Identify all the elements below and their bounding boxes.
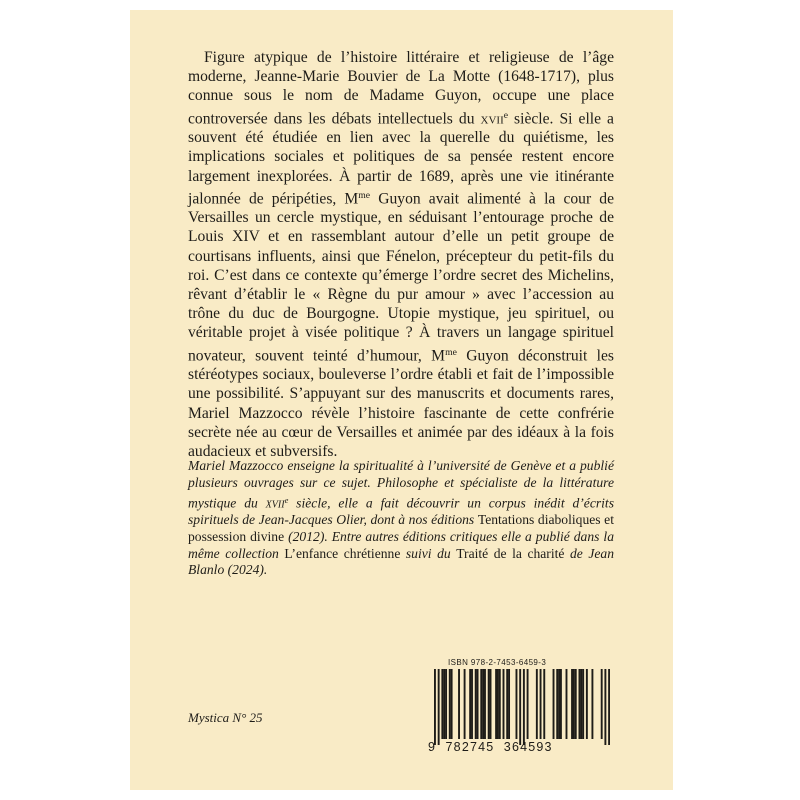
barcode-bar [499,669,501,739]
barcode-bar [582,669,584,739]
bio-text-2: siècle, elle a fait découvrir un corpus inédit d’écrits spirituels de Jean-Jacques Olier, dont à nos éditions [188,495,614,528]
barcode-bar [516,669,518,739]
barcode-bar [543,669,545,739]
barcode-bar [586,669,588,739]
barcode-bar [508,669,510,739]
barcode-bar [458,669,460,739]
ean-first-digit: 9 [428,740,437,754]
barcode-bar [471,669,473,739]
barcode-bar [445,669,447,739]
barcode-bar [495,669,497,739]
barcode-bar [449,669,451,739]
barcode-bar [451,669,453,739]
ean-digits [428,740,615,754]
barcode-bar [536,669,538,739]
summary-text-4: Guyon déconstruit les stéréotypes sociaux, bouleverse l’ordre établi et fait de l’impossible une possibilité. S’appuyant sur des manuscrits et documents rares, Mariel Mazzocco révèle l’histoire fascinante de cette confrérie secrète née au cœur de Versailles et animée par des idéaux à la fois audacieux et subversifs. [188,346,614,460]
author-bio [188,458,614,579]
century-numeral: xvii [480,109,504,127]
barcode-bar [608,669,610,745]
barcode-bar [566,669,568,739]
bio-text-4: suivi du [400,545,457,561]
barcode-bar [573,669,575,739]
barcode-bar [579,669,581,739]
barcode-bar [477,669,479,739]
mme-superscript: me [358,189,371,201]
barcode-bar [523,669,525,745]
barcode-bars [434,669,610,745]
barcode-bar [480,669,482,739]
summary-text-3: Guyon avait alimenté à la cour de Versailles un cercle mystique, en séduisant l’entourage proche de Louis XIV et en rassemblant autour d’elle un petit groupe de courtisans influents, ainsi que Fénelon, précepteur du petit-fils du roi. C’est dans ce contexte qu’émerge l’ordre secret des Michelins, rêvant d’établir le « Règne du pur amour » avec l’accession au trône du duc de Bourgogne. Utopie mystique, jeu spirituel, ou véritable projet à visée politique ? À travers un langage spirituel novateur, souvent teinté d’humour, M [188,190,614,364]
barcode-bar [469,669,471,739]
barcode-bar [475,669,477,739]
bio-text-5: de Jean Blanlo (2024). [188,545,614,578]
book-title: Traité de la charité [456,545,565,561]
barcode-bar [519,669,521,745]
barcode-bar [556,669,558,739]
summary-paragraph [188,48,614,461]
barcode-bar [604,669,606,745]
barcode-bar [527,669,529,739]
barcode-bar [503,669,505,739]
century-superscript: e [503,109,509,121]
bio-text-1: Mariel Mazzocco enseigne la spiritualité à l’université de Genève et a publié plusieurs ouvrages sur ce sujet. Philosophe et spécialiste de la littérature mystique du [188,458,614,511]
barcode-bar [464,669,466,739]
barcode-bar [497,669,499,739]
barcode-bar [591,669,593,739]
barcode-bar [484,669,486,739]
bio-century-numeral: xvii [265,495,285,511]
back-cover [130,10,673,790]
barcode-bar [571,669,573,739]
bio-text-3: (2012). Entre autres éditions critiques elle a publié dans la même collection [188,528,614,561]
book-title: Tentations diaboliques et possession divine [188,512,614,544]
bio-century-superscript: e [284,494,289,505]
barcode-bar [438,669,440,745]
barcode-bar [434,669,436,745]
barcode-bar [443,669,445,739]
series-label: Mystica N° 25 [188,710,263,725]
book-title: L’enfance chrétienne [284,545,401,561]
summary-text-2: siècle. Si elle a souvent été étudiée en lien avec la querelle du quiétisme, les implications sociales et politiques de sa pensée restent encore largement inexplorées. À partir de 1689, après une vie itinérante jalonnée de péripéties, M [188,109,614,208]
ean-right-group: 364593 [503,740,553,754]
isbn-barcode [428,658,615,762]
barcode-bar [482,669,484,739]
mme-superscript: me [445,346,457,358]
barcode-bar [540,669,542,739]
ean-left-group: 782745 [445,740,495,754]
barcode-bar [558,669,560,739]
summary-text-1: Figure atypique de l’histoire littéraire et religieuse de l’âge moderne, Jeanne-Marie Bouvier de La Motte (1648-1717), plus connue sous le nom de Madame Guyon, occupe une place controversée dans les débats intellectuels du [188,49,614,127]
barcode-bar [488,669,490,739]
barcode-bar [441,669,443,739]
barcode-bar [580,669,582,739]
barcode-bar [506,669,508,739]
barcode-bar [560,669,562,739]
barcode-bar [490,669,492,739]
barcode-bar [553,669,555,739]
barcode-bar [601,669,603,739]
isbn-label: ISBN 978-2-7453-6459-3 [448,658,547,667]
barcode-bar [575,669,577,739]
